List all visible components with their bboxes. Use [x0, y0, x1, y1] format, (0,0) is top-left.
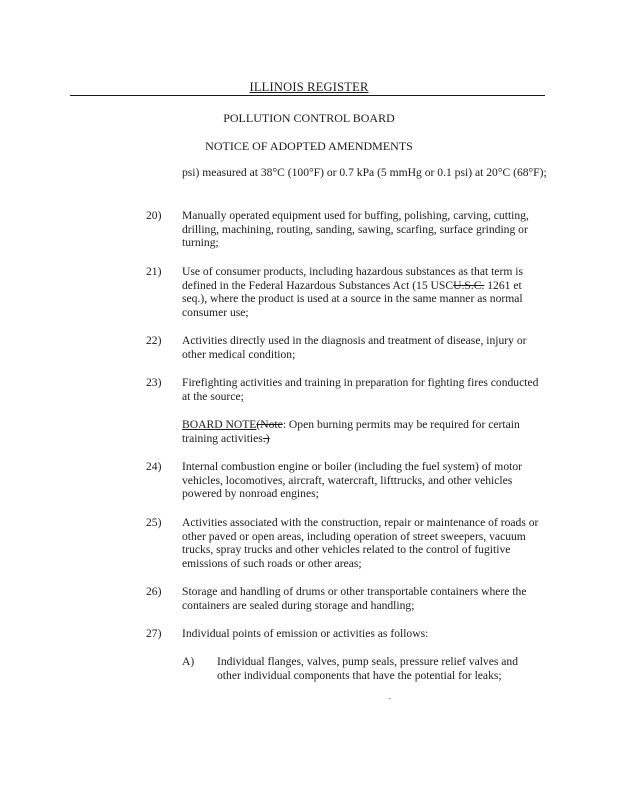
item-text: Storage and handling of drums or other transportable containers where the containers are sealed during storage and handling;: [182, 585, 527, 612]
continuation-text: psi) measured at 38°C (100°F) or 0.7 kPa (5 mmHg or 0.1 psi) at 20°C (68°F);: [182, 166, 547, 179]
agency-name: POLLUTION CONTROL BOARD: [223, 111, 395, 125]
item-text: Activities directly used in the diagnosis and treatment of disease, injury or other medical condition;: [182, 334, 527, 361]
item-number: 23): [146, 376, 162, 389]
item-number: 24): [146, 460, 162, 473]
inserted-text: ;: [240, 389, 244, 403]
item-text: Manually operated equipment used for buffing, polishing, carving, cutting, drilling, machining, routing, sanding, sawing, scarfing, surface grinding or turning;: [182, 209, 529, 250]
item-number: 26): [146, 585, 162, 598]
sub-item-text: Individual flanges, valves, pump seals, pressure relief valves and other individual components that have the potential for leaks;: [217, 655, 519, 682]
struck-text: .): [262, 431, 270, 445]
item-number: 20): [146, 209, 162, 222]
board-note: BOARD NOTE(Note: Open burning permits may be required for certain training activities.): [182, 418, 520, 445]
item-text: Use of consumer products, including hazardous substances as that term is defined in the Federal Hazardous Substances Act (15 USCU.S.C. 1261 et seq.), where the product is used at a source in the same manner as normal consumer use;: [182, 265, 523, 319]
item-text: Internal combustion engine or boiler (including the fuel system) of motor vehicles, locomotives, aircraft, watercraft, lifttrucks, and other vehicles powered by nonroad engines;: [182, 460, 523, 501]
struck-text: (Note: [256, 418, 283, 431]
header-rule-right: [443, 95, 545, 96]
page-mark: .: [389, 692, 391, 701]
notice-title: NOTICE OF ADOPTED AMENDMENTS: [205, 139, 413, 153]
inserted-text: BOARD NOTE: [182, 418, 257, 431]
item-text: Individual points of emission or activities as follows:: [182, 627, 429, 640]
item-number: 25): [146, 516, 162, 529]
header-rule: [70, 95, 450, 96]
sub-item-number: A): [182, 655, 195, 668]
item-number: 27): [146, 627, 162, 640]
item-number: 22): [146, 334, 162, 347]
struck-text: U.S.C.: [453, 278, 485, 292]
register-title: ILLINOIS REGISTER: [249, 80, 369, 94]
item-text: Activities associated with the construction, repair or maintenance of roads or other paved or open areas, including operation of street sweepers, vacuum trucks, spray trucks and other vehicles related to the control of fugitive emissions of such roads or other areas;: [182, 516, 539, 570]
item-text: Firefighting activities and training in preparation for fighting fires conducted at the source;: [182, 376, 539, 403]
item-number: 21): [146, 265, 162, 278]
